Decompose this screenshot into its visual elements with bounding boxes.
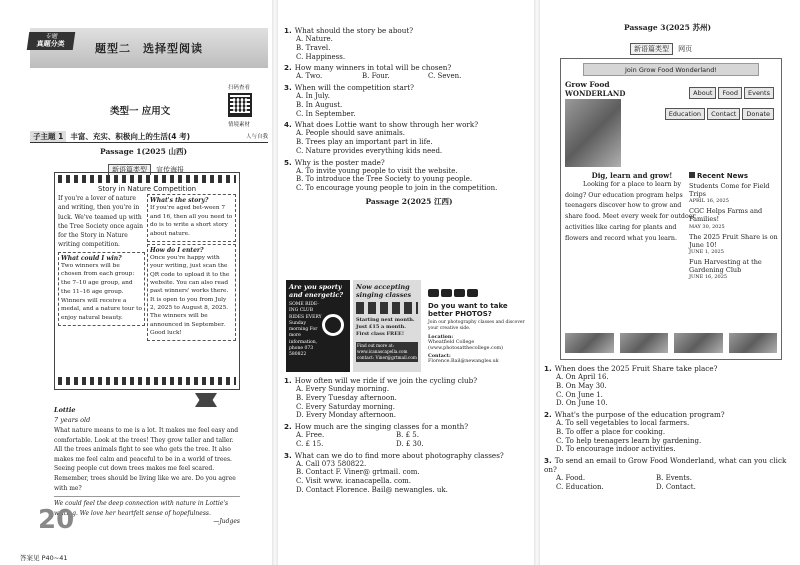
option[interactable]: A. To sell vegetables to local farmers. <box>556 419 690 427</box>
what-win-text: Two winners will be chosen from each group: the 7–10 age group, and the 11–16 age group. Winners will receive a medal, and a nature tour to enjoy natural beauty. <box>61 262 142 321</box>
option[interactable]: A. Nature. <box>296 35 333 43</box>
competition-poster <box>54 172 240 390</box>
category-badge <box>27 32 76 50</box>
question-text: How many winners in total will be chosen? <box>294 63 452 73</box>
ad-text: Join our photography classes and discover your creative side. <box>428 320 525 332</box>
question-text: What can we do to find more about photography classes? <box>294 450 504 460</box>
what-story-box <box>147 194 236 242</box>
tag-label: 新语篇类型 <box>108 164 151 176</box>
option[interactable]: D. Contact. <box>656 482 696 491</box>
right-page <box>540 0 800 565</box>
question: 1. What should the story be about? <box>284 26 414 35</box>
ad-title: Now accepting singing classes <box>356 283 412 299</box>
option[interactable]: C. Every Saturday morning. <box>296 402 395 411</box>
option[interactable]: A. People should save animals. <box>296 129 405 138</box>
ad-title: Do you want to take better PHOTOS? <box>428 302 508 318</box>
ad-contact: Find out more at: www.icanascapella.com contact: Viner@grtmail.com <box>357 343 417 360</box>
left-page <box>0 0 270 565</box>
option[interactable]: A. Two. <box>296 72 323 81</box>
question: 2. How many winners in total will be chosen? <box>284 63 452 73</box>
poster-title: Story in Nature Competition <box>97 185 197 193</box>
option[interactable]: A. In July. <box>296 92 330 100</box>
tree-border-icon <box>58 377 236 385</box>
badge-line2: 真题分类 <box>35 40 66 49</box>
option[interactable]: B. In August. <box>296 100 343 109</box>
how-enter-box <box>147 244 236 341</box>
bicycle-wheel-icon <box>322 314 344 336</box>
subtopic-theme: 人与自我 <box>245 134 268 140</box>
camera-icon <box>467 289 478 297</box>
question: 2. How much are the singing classes for a month? <box>284 422 469 431</box>
option[interactable]: D. Every Monday afternoon. <box>296 411 397 420</box>
option[interactable]: A. Every Sunday morning. <box>296 385 390 393</box>
option[interactable]: A. Free. <box>296 431 325 439</box>
garden-photo <box>565 99 621 167</box>
recent-news-label: Recent News <box>697 172 749 180</box>
question-text: When does the 2025 Fruit Share take place? <box>554 364 718 373</box>
option[interactable]: B. Contact F. Viner@ grtmail. com. <box>296 468 420 477</box>
question: 2. What's the purpose of the education program? <box>544 410 725 419</box>
option[interactable]: C. Seven. <box>428 72 462 81</box>
option[interactable]: B. Travel. <box>296 43 331 52</box>
gallery-photo <box>674 333 723 353</box>
page-number: 20 <box>38 505 75 535</box>
singing-ad <box>353 280 421 372</box>
news-date: JUNE 1, 2025 <box>689 248 724 255</box>
what-story-text: If you're aged bet-ween 7 and 16, then all you need to do is to write a short story about nature. <box>150 205 233 238</box>
nav-education[interactable]: Education <box>665 108 705 120</box>
how-enter-text: Once you're happy with your writing, just scan the QR code to upload it to the website. You can also read past winners' works there. It is open to you from July 2, 2025 to August 8, 2025. The winners will be announced in September. Good luck! <box>150 254 230 337</box>
site-logo-line1: Grow Food <box>565 80 610 89</box>
option[interactable]: B. To introduce the Tree Society to young people. <box>296 175 473 184</box>
site-logo-line2: WONDERLAND <box>565 89 626 98</box>
poster-intro: If you're a lover of nature and writing, then you're in luck. We've teamed up with the Tree Society once again for the Story in Nature writing competition. <box>58 195 143 249</box>
site-nav <box>645 80 775 122</box>
ad-text: Starting next month. Just £15 a month. First class FREE! <box>356 317 415 337</box>
tree-border-icon <box>58 175 236 183</box>
option[interactable]: B. Events. <box>656 474 692 482</box>
option[interactable]: C. To help teenagers learn by gardening. <box>556 436 702 445</box>
option[interactable]: D. £ 30. <box>396 439 424 448</box>
qr-caption: 情境素材 <box>228 122 251 128</box>
option[interactable]: C. Visit www. icanacapella. com. <box>296 477 412 485</box>
tag-type: 网页 <box>678 45 693 53</box>
option[interactable]: C. On June 1. <box>556 390 603 399</box>
lottie-story: What nature means to me is a lot. It makes me feel easy and comfortable. Look at the trees! They grow taller and taller. All the trees animals fight to see who gets the tree. It also makes me feel calm and peaceful to be in a world of trees. Seeing people cut down trees makes me feel scared. Remember, trees should be living like we are. Do you agree with me? <box>54 427 239 492</box>
nav-about[interactable]: About <box>689 87 716 99</box>
option[interactable]: C. £ 15. <box>296 439 324 448</box>
option[interactable]: C. Education. <box>556 482 604 491</box>
passage-title: Passage 3(2025 苏州) <box>624 23 712 32</box>
camera-icon <box>428 289 439 297</box>
subtopic-text: 丰富、充实、积极向上的生活(4 考) <box>70 131 191 141</box>
ad-label: Contact: <box>428 352 451 359</box>
question-text: What does Lottie want to show through her work? <box>294 120 479 130</box>
question-text: To send an email to Grow Food Wonderland, what can you click on? <box>544 456 787 474</box>
question-text: How much are the singing classes for a month? <box>294 422 469 431</box>
option[interactable]: D. To encourage indoor activities. <box>556 445 676 454</box>
qr-caption: 扫码查看 <box>228 85 251 91</box>
nav-food[interactable]: Food <box>718 87 742 99</box>
question-text: What's the purpose of the education program? <box>554 410 725 419</box>
answer-footer: 答案见 P40~41 <box>20 554 68 562</box>
qr-code-icon[interactable] <box>228 93 252 117</box>
ad-label: Location: <box>428 334 454 341</box>
judges-quote: We could feel the deep connection with nature in Lottie's writing. We love her heartfelt sense of hopefulness. <box>54 496 240 518</box>
option[interactable]: B. Four. <box>362 72 390 81</box>
option[interactable]: B. On May 30. <box>556 381 607 390</box>
cycling-ad <box>286 280 350 372</box>
nav-donate[interactable]: Donate <box>742 108 774 120</box>
passage-tag <box>630 36 692 55</box>
recent-news <box>689 172 779 280</box>
badge-line1: 专题 <box>45 33 59 40</box>
option[interactable]: C. Nature provides everything kids need. <box>296 146 443 155</box>
what-win-box <box>58 252 145 326</box>
nav-contact[interactable]: Contact <box>707 108 740 120</box>
subtopic-label: 子主题 1 <box>30 131 66 142</box>
tag-label: 新语篇类型 <box>630 43 673 55</box>
news-title[interactable]: Students Come for Field Trips <box>689 182 770 199</box>
recent-news-heading <box>689 172 779 180</box>
option[interactable]: D. Contact Florence. Bail@ newangles. uk. <box>296 485 448 494</box>
news-date: MAY 30, 2025 <box>689 223 725 230</box>
option[interactable]: A. Food. <box>556 474 586 482</box>
ad-location: Wheatfield College (www.photosatthecollege.com) <box>428 340 504 352</box>
main-heading: Dig, learn and grow! <box>591 171 673 180</box>
passage-title: Passage 2(2025 江西) <box>365 196 453 206</box>
question-text: When will the competition start? <box>294 83 414 92</box>
option[interactable]: C. In September. <box>296 109 356 118</box>
music-notes-icon <box>356 302 418 314</box>
type-subtitle: 类型一 应用文 <box>110 106 171 117</box>
news-date: JUNE 16, 2025 <box>689 274 728 280</box>
ad-text: SOME RIDE-ING CLUB RIDES EVERY Sunday morning For more information, phone 073 580822 <box>289 302 322 358</box>
question-text: How often will we ride if we join the cycling club? <box>294 376 478 385</box>
gallery-photo <box>620 333 669 353</box>
question: 1. How often will we ride if we join the cycling club? <box>284 376 478 385</box>
author-age: 7 years old <box>54 416 91 424</box>
nav-events[interactable]: Events <box>744 87 774 99</box>
option[interactable]: B. To offer a place for cooking. <box>556 427 666 436</box>
camera-icon <box>454 289 465 297</box>
option[interactable]: C. To encourage young people to join in the competition. <box>296 184 498 192</box>
question: 1. When does the 2025 Fruit Share take place? <box>544 364 718 373</box>
question: 3. When will the competition start? <box>284 83 414 92</box>
news-title[interactable]: The 2025 Fruit Share is on June 10! <box>689 232 778 249</box>
photo-ad <box>426 280 530 372</box>
photo-strip <box>565 333 777 353</box>
question-text: What should the story be about? <box>294 26 414 35</box>
ribbon-icon <box>195 393 217 407</box>
lottie-entry <box>54 406 240 525</box>
ad-title: Are you sporty and energetic? <box>289 283 344 299</box>
option[interactable]: B. Every Tuesday afternoon. <box>296 393 397 402</box>
question: 3. What can we do to find more about photography classes? <box>284 450 504 460</box>
question-text: Why is the poster made? <box>294 157 385 167</box>
main-text: Looking for a place to learn by doing? Our education program helps teenagers discover how to grow and share food. Meet every week for outdoor activities like caring for plants and flowers and record what you learn. <box>565 181 696 242</box>
option[interactable]: C. Happiness. <box>296 52 346 61</box>
option[interactable]: A. On April 16. <box>556 373 609 381</box>
middle-page <box>278 0 536 565</box>
news-title[interactable]: Fun Harvesting at the Gardening Club <box>689 257 762 274</box>
gallery-photo <box>729 333 778 353</box>
news-title[interactable]: CGC Helps Farms and Families! <box>689 207 763 224</box>
tag-type: 宣传海报 <box>156 166 185 174</box>
question: 5. Why is the poster made? <box>284 157 385 167</box>
camera-icon <box>441 289 452 297</box>
website-mockup <box>560 58 782 360</box>
how-enter-heading: How do I enter? <box>150 246 204 254</box>
news-date: APRIL 16, 2025 <box>689 198 729 205</box>
passage-title: Passage 1(2025 山西) <box>100 147 188 156</box>
question: 3. To send an email to Grow Food Wonderland, what can you click on? <box>544 456 787 474</box>
question: 4. What does Lottie want to show through her work? <box>284 120 479 130</box>
author-name: Lottie <box>54 406 76 414</box>
option[interactable]: B. Trees play an important part in life. <box>296 138 433 146</box>
what-story-heading: What's the story? <box>150 197 209 204</box>
option[interactable]: B. £ 5. <box>396 431 419 439</box>
judges-signature: —Judges <box>213 518 240 526</box>
option[interactable]: A. To invite young people to visit the website. <box>296 166 458 175</box>
option[interactable]: A. Call 073 580822. <box>296 459 367 468</box>
ad-contact: Florence.Bail@newangles.uk <box>428 358 499 364</box>
subtopic-bar <box>30 130 268 143</box>
option[interactable]: D. On June 10. <box>556 399 608 408</box>
news-icon <box>689 172 695 178</box>
gallery-photo <box>565 333 614 353</box>
join-banner[interactable]: Join Grow Food Wonderland! <box>583 63 759 76</box>
what-win-heading: What could I win? <box>61 254 122 262</box>
section-title-text: 题型二 选择型阅读 <box>95 42 203 55</box>
